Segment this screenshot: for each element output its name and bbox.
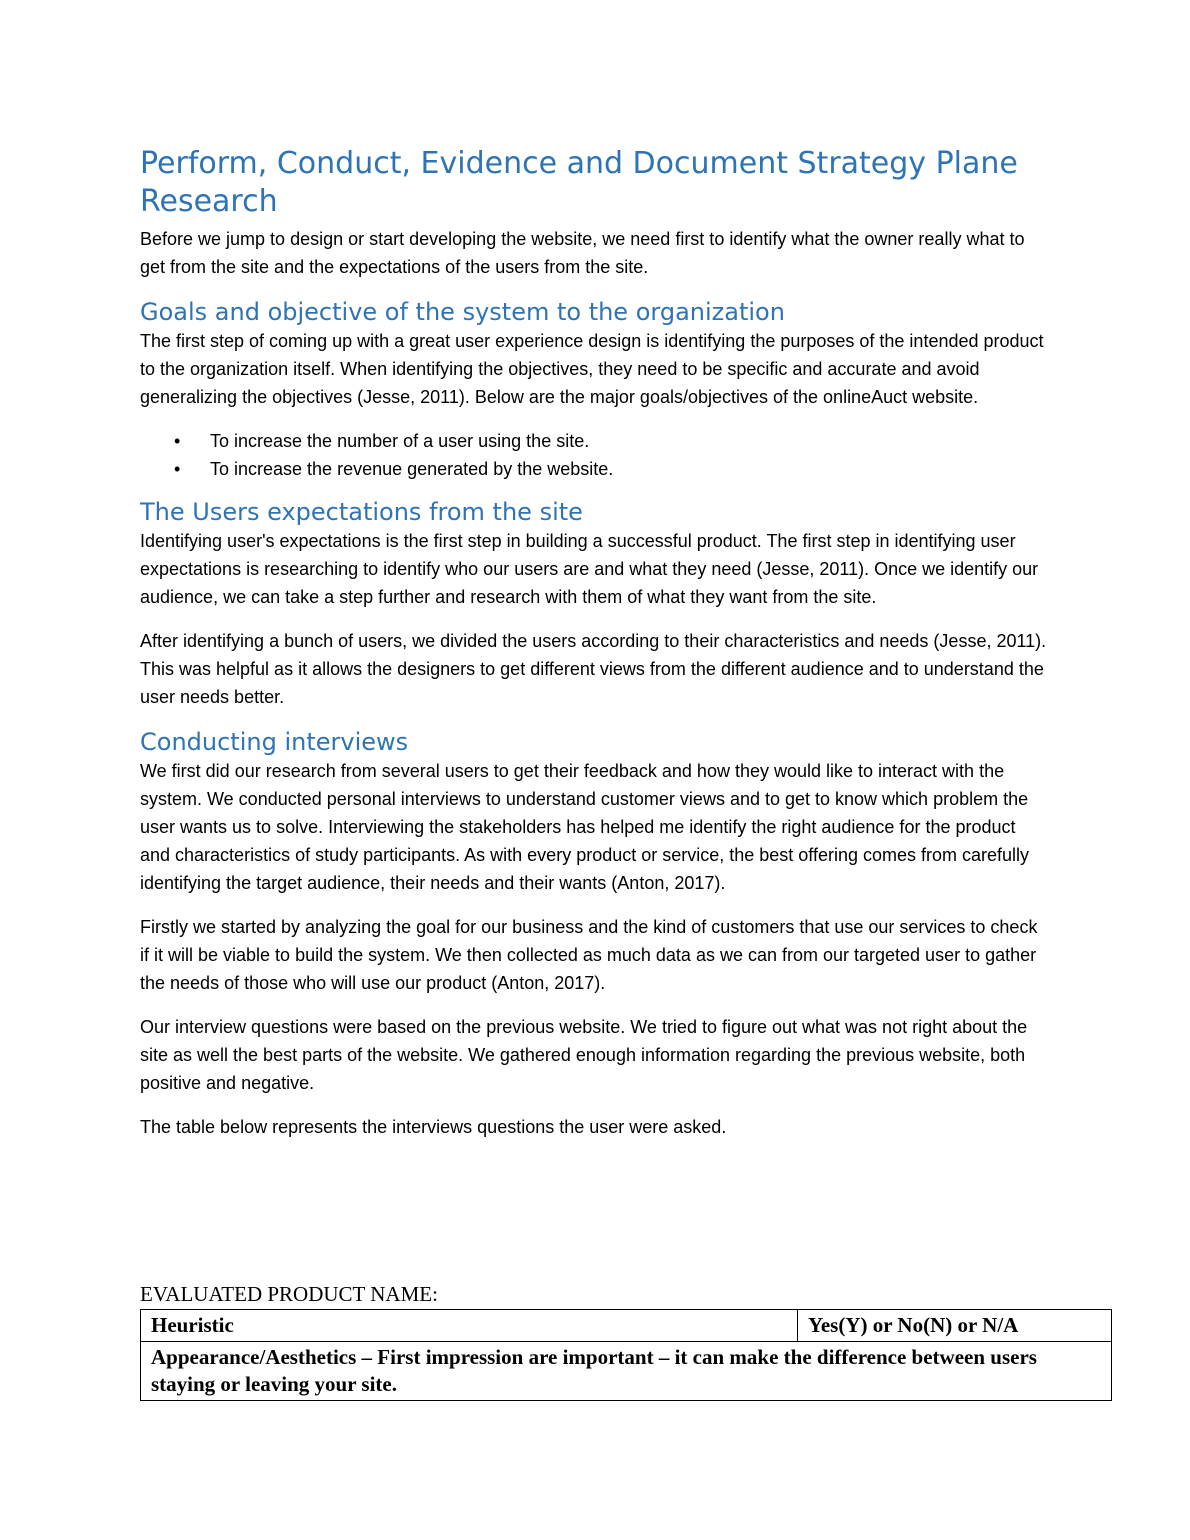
bullet-icon: • <box>174 459 181 479</box>
heuristic-header: Heuristic <box>141 1310 798 1342</box>
list-item <box>140 455 1050 483</box>
interviews-heading: Conducting interviews <box>140 728 409 756</box>
intro-paragraph: Before we jump to design or start developing the website, we need first to identify what the owner really what to get from the site and the expectations of the users from the site. <box>140 229 1025 277</box>
heuristic-table <box>140 1309 1112 1401</box>
table-row <box>141 1342 1112 1401</box>
list-item-text: To increase the number of a user using the site. <box>210 431 590 451</box>
interviews-paragraph-1: We first did our research from several users to get their feedback and how they would like to interact with the system. We conducted personal interviews to understand customer views and to get to know which problem the user wants us to solve. Interviewing the stakeholders has helped me identify the right audience for the product and characteristics of study participants. As with every product or service, the best offering comes from carefully identifying the target audience, their needs and their wants (Anton, 2017). <box>140 761 1030 893</box>
goals-list <box>140 427 1050 483</box>
evaluated-product-label: EVALUATED PRODUCT NAME: <box>140 1282 438 1306</box>
interviews-paragraph-2: Firstly we started by analyzing the goal for our business and the kind of customers that use our services to check if it will be viable to build the system. We then collected as much data as we can from our targeted user to gather the needs of those who will use our product (Anton, 2017). <box>140 917 1038 993</box>
goals-heading: Goals and objective of the system to the organization <box>140 298 785 326</box>
answer-header: Yes(Y) or No(N) or N/A <box>798 1310 1112 1342</box>
interviews-paragraph-3: Our interview questions were based on the previous website. We tried to figure out what was not right about the site as well the best parts of the website. We gathered enough information regarding the previous website, both positive and negative. <box>140 1017 1028 1093</box>
category-cell: Appearance/Aesthetics – First impression are important – it can make the difference between users staying or leaving your site. <box>141 1342 1112 1401</box>
list-item-text: To increase the revenue generated by the website. <box>210 459 614 479</box>
list-item <box>140 427 1050 455</box>
interviews-paragraph-4: The table below represents the interviews questions the user were asked. <box>140 1117 727 1137</box>
table-header-row <box>141 1310 1112 1342</box>
document-body <box>140 145 1050 1157</box>
goals-paragraph: The first step of coming up with a great user experience design is identifying the purposes of the intended product to the organization itself. When identifying the objectives, they need to be specific and accurate and avoid generalizing the objectives (Jesse, 2011). Below are the major goals/objectives of the onlineAuct website. <box>140 331 1044 407</box>
expectations-paragraph-2: After identifying a bunch of users, we divided the users according to their characteristics and needs (Jesse, 2011). This was helpful as it allows the designers to get different views from the different audience and to understand the user needs better. <box>140 631 1047 707</box>
bullet-icon: • <box>174 431 181 451</box>
expectations-paragraph-1: Identifying user's expectations is the first step in building a successful product. The first step in identifying user expectations is researching to identify who our users are and what they need (Jesse, 2011). Once we identify our audience, we can take a step further and research with them of what they want from the site. <box>140 531 1039 607</box>
expectations-heading: The Users expectations from the site <box>140 498 583 526</box>
page-title: Perform, Conduct, Evidence and Document Strategy Plane Research <box>140 146 1018 219</box>
